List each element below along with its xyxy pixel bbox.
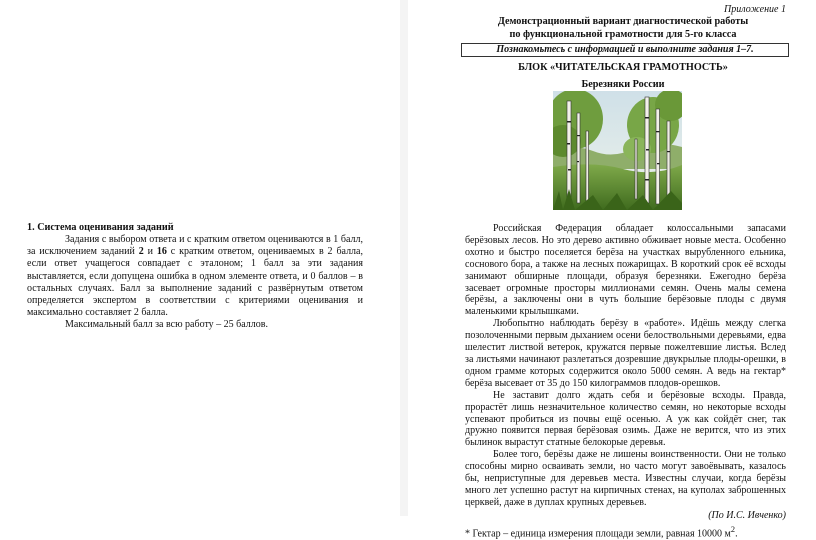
reading-paragraph: Более того, берёзы даже не лишены воинственности. Они не только способны мирно осваивать земли, но часто могут завоёвывать, казалось бы, неприступные для деревьев места. Известны случаи, когда берёзы много лет успешно растут на кирпичных стенах, на куполах заброшенных церквей, даже в дуплах крупных деревьев. xyxy=(465,449,786,508)
text-title: Березняки России xyxy=(581,79,665,90)
scoring-text-part: Задания с выбором ответа и с кратким ответом оцениваются в 1 балл, за исключением заданий xyxy=(27,234,363,258)
heading-line: Демонстрационный вариант диагностической работы xyxy=(497,16,749,27)
document-heading xyxy=(430,16,816,41)
reading-paragraph: Не заставит долго ждать себя и берёзовые всходы. Правда, прорастёт лишь незначительное количество семян, но некоторые всходы успевают пробиться из почвы ещё осенью. А уж как сойдёт снег, так дружно появится первая берёзовая озимь. Даже не верится, что из этих былинок вырастут статные белокорые деревья. xyxy=(465,389,786,449)
author-attribution: (По И.С. Ивченко) xyxy=(708,509,786,521)
reading-paragraph: Российская Федерация обладает колоссальными запасами берёзовых лесов. Но это дерево активно обживает новые места. Особенно охотно и быстро поселяется берёза на участках вырубленного ельника, соснового бора, а также на лесных пожарищах. В короткий срок её всходы занимают обширные площади, образуя березняки. Ежегодно берёза засевает огромные просторы миллионами семян. Очень малы семена берёзы, а заключены они в чуть большие берёзовые плоды с двумя маленькими крылышками. xyxy=(465,223,786,318)
footnote-text: * Гектар – единица измерения площади земли, равная 10000 м xyxy=(465,527,731,539)
appendix-label: Приложение 1 xyxy=(724,4,786,15)
heading-line: по функциональной грамотности для 5-го класса xyxy=(509,28,737,40)
reading-paragraph: Любопытно наблюдать берёзу в «работе». Идёшь между слегка позолоченными первым дыханием осени белоствольными деревьями, едва шелестит листвой ветерок, кружатся первые пожелтевшие листья. Вслед за листьями начинают разлетаться дозревшие двукрылые плоды-орешки, в одном грамме которых содержится около 5000 семян. А ведь на гектар* берёза высевает от 35 до 150 килограммов плодов-орешков. xyxy=(465,318,786,389)
section-title: 1. Система оценивания заданий xyxy=(27,222,174,233)
scoring-paragraph xyxy=(27,234,363,319)
scoring-text-part: с кратким ответом, оцениваемых в 2 балла, если ответ учащегося совпадает с эталоном; 1 балл за эти задания выставляется, если допущена ошибка в одном элементе ответа, и 0 баллов – в остальных случаях. Балл за выполнение заданий с развёрнутым ответом определяется экспертом в соответствии с критериями оценивания и максимально составляет 2 балла. xyxy=(27,246,363,319)
scoring-text-part: и xyxy=(143,246,157,258)
birch-grove-illustration xyxy=(553,91,682,210)
page-gutter xyxy=(400,0,408,516)
scoring-text xyxy=(27,234,363,332)
task-number: 2 xyxy=(138,246,144,258)
task-number: 16 xyxy=(156,246,167,258)
footnote-end: . xyxy=(735,527,738,539)
birch-grove-photo xyxy=(553,91,682,210)
task-instruction-box: Познакомьтесь с информацией и выполните задания 1–7. xyxy=(461,43,789,57)
footnote xyxy=(465,524,786,540)
reading-text xyxy=(465,223,786,540)
footnote-superscript: 2 xyxy=(730,524,736,534)
max-score-paragraph: Максимальный балл за всю работу – 25 баллов. xyxy=(65,319,268,331)
block-title: БЛОК «ЧИТАТЕЛЬСКАЯ ГРАМОТНОСТЬ» xyxy=(518,62,728,73)
